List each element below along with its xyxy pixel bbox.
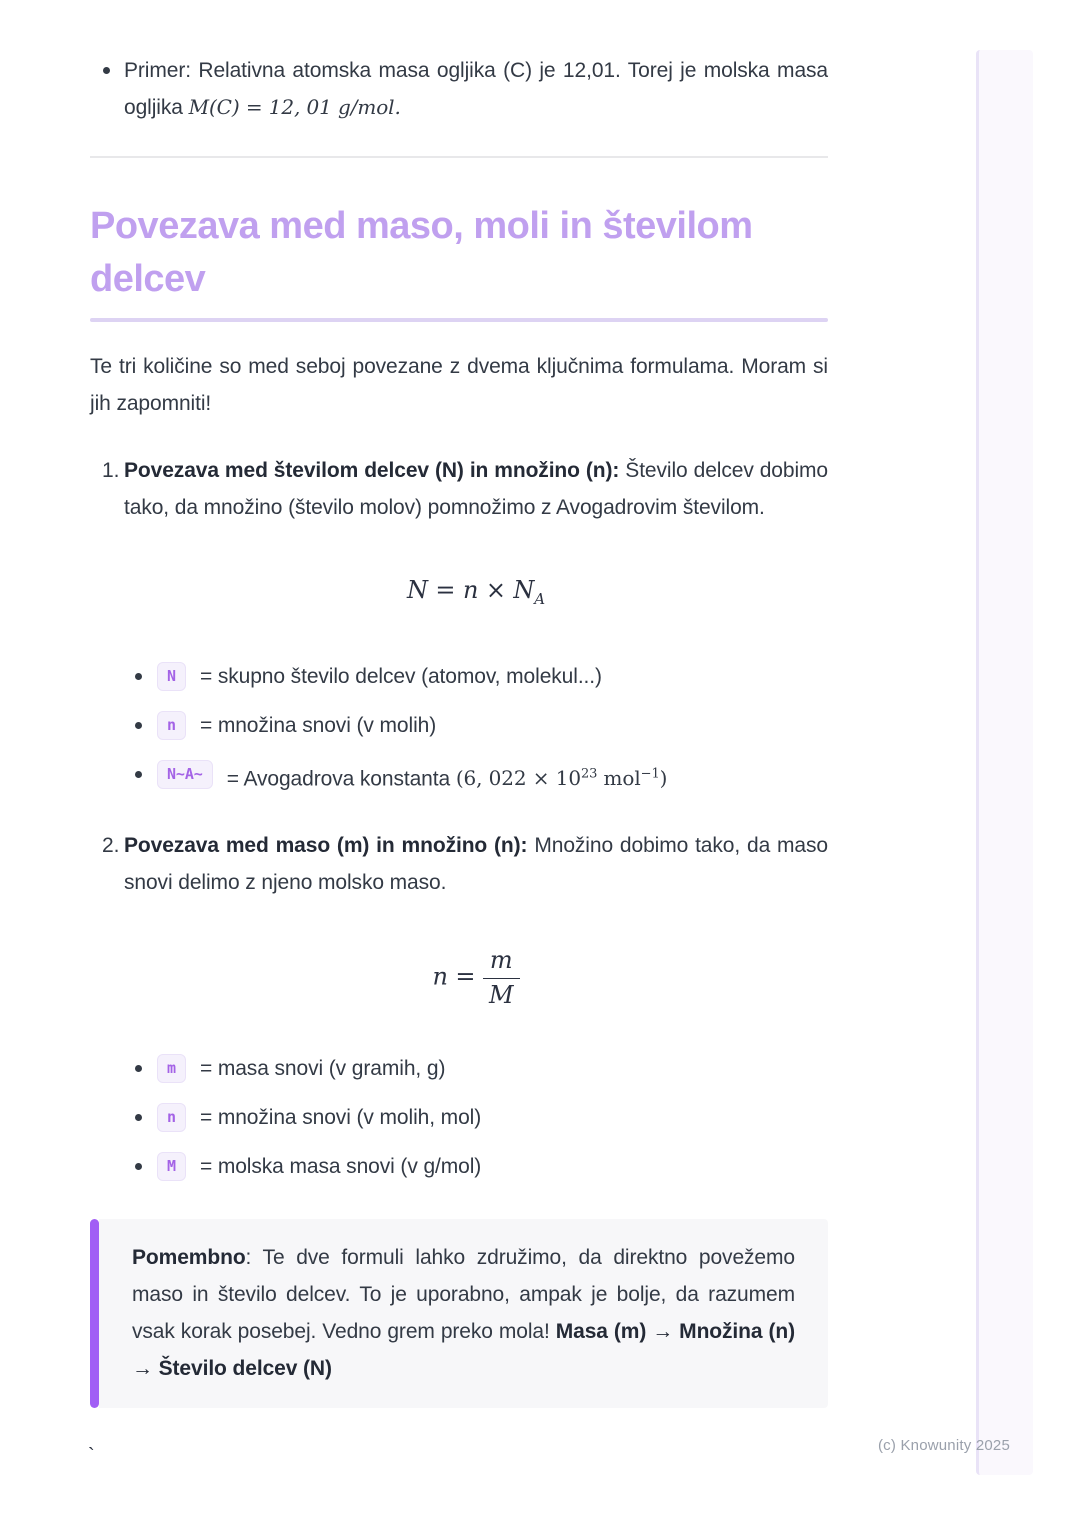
list-item-2: [90, 827, 828, 1184]
callout-lead: Pomembno: [132, 1245, 246, 1269]
example-bullet-item: [90, 52, 828, 126]
list-item-1-text: Povezava med številom delcev (N) in množino (n): Število delcev dobimo tako, da množino (število molov) pomnožimo z Avogadrovim številom.: [124, 459, 828, 519]
important-callout: [90, 1219, 828, 1408]
list-item-1: [90, 452, 828, 797]
avogadro-definition: = Avogadrova konstanta (6, $022 \times 10^{23}$ mol$^{-1}$): [226, 766, 668, 791]
list-item-2-lead: Povezava med maso (m) in množino (n):: [124, 834, 528, 858]
symbol-chip-NA: N~A~: [157, 760, 213, 789]
formula-particles: $N = n \times N_A$: [406, 576, 546, 608]
list-item-1-lead: Povezava med številom delcev (N) in množino (n):: [124, 459, 620, 482]
definition-row: n = množina snovi (v molih, mol): [124, 1099, 828, 1136]
formula-mole: n = $\frac{m}{M}$: [124, 947, 828, 1009]
bullet-dot-icon: [103, 67, 110, 74]
copyright-footer: (c) Knowunity 2025: [877, 1437, 1010, 1454]
callout-text: Pomembno: Te dve formuli lahko združimo, da direktno povežemo maso in število delcev. To je uporabno, ampak je bolje, da razumem vsak korak posebej. Vedno grem preko mola! Masa (m) → Množina (n) → Število delcev (N): [99, 1219, 828, 1408]
fraction: $\frac{m}{M}$: [483, 947, 520, 1009]
definition-row: N = skupno število delcev (atomov, molekul...): [124, 658, 828, 695]
symbol-chip-n: n: [157, 711, 186, 740]
bullet-dot-icon: [135, 1065, 142, 1072]
section-divider: [90, 156, 828, 158]
numbered-list: [90, 452, 828, 1185]
bullet-dot-icon: [135, 771, 142, 778]
document-content: [90, 0, 828, 1475]
scrollbar-track[interactable]: [976, 50, 1033, 1475]
callout-accent-bar: [90, 1219, 99, 1408]
example-text: [124, 52, 828, 126]
bullet-dot-icon: [135, 673, 142, 680]
symbol-chip-n2: n: [157, 1103, 186, 1132]
symbol-chip-M: M: [157, 1152, 186, 1181]
definition-row: [124, 756, 828, 798]
symbol-chip-m: m: [157, 1054, 186, 1083]
stray-backtick: `: [88, 1444, 95, 1467]
definition-list-2: [124, 1050, 828, 1185]
list-number: 2.: [102, 834, 120, 858]
example-text-plain: Primer: Relativna atomska masa ogljika (C) je 12,01. Torej je molska masa ogljika: [124, 59, 828, 119]
intro-paragraph: Te tri količine so med seboj povezane z dvema ključnima formulama. Moram si jih zapomniti!: [90, 355, 828, 415]
example-math: M(C) = 12, 01 g/mol.: [188, 95, 401, 119]
list-item-2-text: Povezava med maso (m) in množino (n): Množino dobimo tako, da maso snovi delimo z njeno molsko maso.: [124, 834, 828, 895]
definition-row: n = množina snovi (v molih): [124, 707, 828, 744]
bullet-dot-icon: [135, 722, 142, 729]
list-number: 1.: [102, 459, 120, 482]
symbol-chip-N: N: [157, 662, 186, 691]
page-title: Povezava med maso, moli in številom delcev: [90, 205, 753, 300]
bullet-dot-icon: [135, 1114, 142, 1121]
definition-row: M = molska masa snovi (v g/mol): [124, 1148, 828, 1185]
title-underline: [90, 318, 828, 322]
definition-list-1: [124, 658, 828, 798]
definition-row: m = masa snovi (v gramih, g): [124, 1050, 828, 1087]
callout-bold-tail: Masa (m) → Množina (n) → Število delcev (N): [132, 1319, 795, 1380]
bullet-dot-icon: [135, 1163, 142, 1170]
